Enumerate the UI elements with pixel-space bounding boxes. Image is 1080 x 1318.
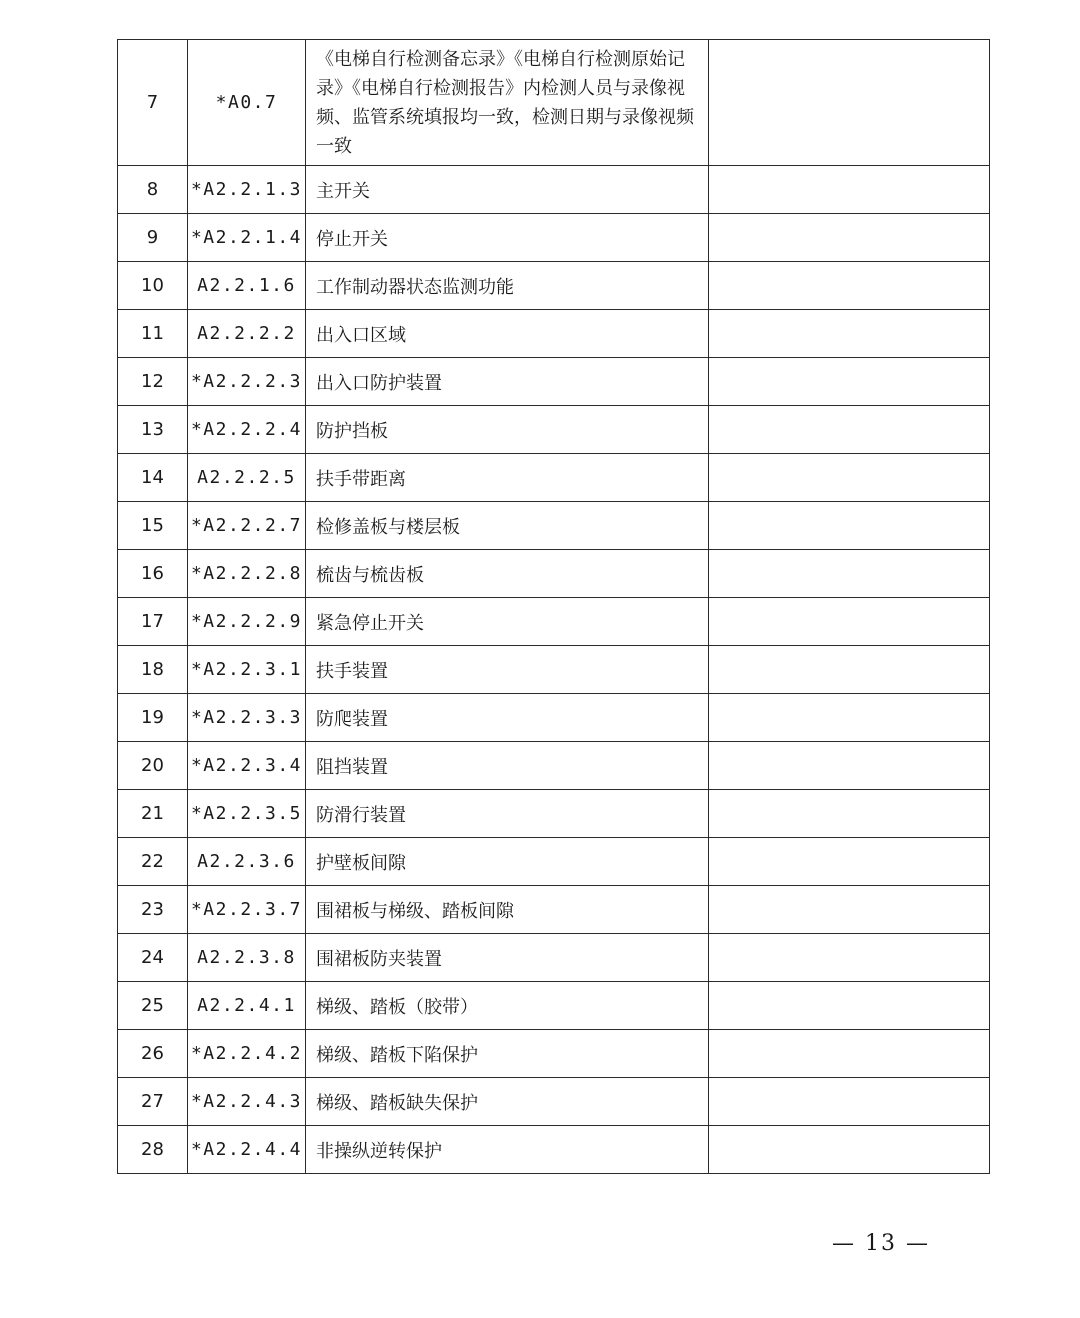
table-row: [118, 934, 990, 982]
table-row: [118, 646, 990, 694]
table-row: [118, 502, 990, 550]
clause-code-cell: *A2.2.2.3: [188, 358, 306, 406]
page-number: — 13 —: [832, 1231, 930, 1256]
table-row: [118, 790, 990, 838]
table-row: [118, 742, 990, 790]
row-number-cell: 27: [118, 1078, 188, 1126]
clause-code-cell: A2.2.2.2: [188, 310, 306, 358]
result-cell: [709, 694, 990, 742]
row-number-cell: 9: [118, 214, 188, 262]
result-cell: [709, 1030, 990, 1078]
result-cell: [709, 790, 990, 838]
table-row: [118, 1030, 990, 1078]
result-cell: [709, 454, 990, 502]
inspection-item-cell: 阻挡装置: [306, 742, 709, 790]
clause-code-cell: A2.2.1.6: [188, 262, 306, 310]
table-row: [118, 310, 990, 358]
clause-code-cell: *A2.2.1.3: [188, 166, 306, 214]
inspection-item-cell: 围裙板与梯级、踏板间隙: [306, 886, 709, 934]
inspection-item-cell: 梯级、踏板（胶带）: [306, 982, 709, 1030]
inspection-item-cell: 围裙板防夹装置: [306, 934, 709, 982]
clause-code-cell: *A2.2.1.4: [188, 214, 306, 262]
table-row: [118, 598, 990, 646]
table-row: [118, 262, 990, 310]
result-cell: [709, 1126, 990, 1174]
table-row: [118, 1078, 990, 1126]
inspection-item-cell: 梯级、踏板下陷保护: [306, 1030, 709, 1078]
result-cell: [709, 598, 990, 646]
table-row: [118, 1126, 990, 1174]
table-row: [118, 694, 990, 742]
result-cell: [709, 358, 990, 406]
row-number-cell: 14: [118, 454, 188, 502]
row-number-cell: 7: [118, 40, 188, 166]
clause-code-cell: *A2.2.3.1: [188, 646, 306, 694]
row-number-cell: 17: [118, 598, 188, 646]
result-cell: [709, 838, 990, 886]
row-number-cell: 26: [118, 1030, 188, 1078]
row-number-cell: 21: [118, 790, 188, 838]
inspection-item-cell: 停止开关: [306, 214, 709, 262]
inspection-item-cell: 梯级、踏板缺失保护: [306, 1078, 709, 1126]
clause-code-cell: A2.2.2.5: [188, 454, 306, 502]
result-cell: [709, 982, 990, 1030]
result-cell: [709, 310, 990, 358]
inspection-item-cell: 《电梯自行检测备忘录》《电梯自行检测原始记录》《电梯自行检测报告》内检测人员与录像视频、监管系统填报均一致，检测日期与录像视频一致: [306, 40, 709, 166]
inspection-item-cell: 检修盖板与楼层板: [306, 502, 709, 550]
clause-code-cell: *A2.2.4.4: [188, 1126, 306, 1174]
row-number-cell: 11: [118, 310, 188, 358]
inspection-item-cell: 防护挡板: [306, 406, 709, 454]
result-cell: [709, 934, 990, 982]
table-row: [118, 982, 990, 1030]
result-cell: [709, 502, 990, 550]
inspection-item-cell: 非操纵逆转保护: [306, 1126, 709, 1174]
table-body: [118, 40, 990, 1174]
inspection-item-cell: 护壁板间隙: [306, 838, 709, 886]
row-number-cell: 16: [118, 550, 188, 598]
result-cell: [709, 214, 990, 262]
inspection-item-cell: 工作制动器状态监测功能: [306, 262, 709, 310]
clause-code-cell: *A2.2.3.3: [188, 694, 306, 742]
result-cell: [709, 166, 990, 214]
result-cell: [709, 886, 990, 934]
table-row: [118, 886, 990, 934]
result-cell: [709, 646, 990, 694]
clause-code-cell: *A2.2.4.2: [188, 1030, 306, 1078]
clause-code-cell: *A2.2.3.5: [188, 790, 306, 838]
clause-code-cell: A2.2.3.6: [188, 838, 306, 886]
result-cell: [709, 1078, 990, 1126]
inspection-item-cell: 出入口区域: [306, 310, 709, 358]
inspection-item-cell: 主开关: [306, 166, 709, 214]
inspection-item-cell: 出入口防护装置: [306, 358, 709, 406]
clause-code-cell: *A2.2.3.7: [188, 886, 306, 934]
row-number-cell: 20: [118, 742, 188, 790]
result-cell: [709, 406, 990, 454]
inspection-item-cell: 紧急停止开关: [306, 598, 709, 646]
table-row: [118, 40, 990, 166]
table-row: [118, 214, 990, 262]
row-number-cell: 24: [118, 934, 188, 982]
clause-code-cell: *A2.2.2.9: [188, 598, 306, 646]
table-row: [118, 454, 990, 502]
clause-code-cell: A2.2.3.8: [188, 934, 306, 982]
row-number-cell: 12: [118, 358, 188, 406]
row-number-cell: 19: [118, 694, 188, 742]
clause-code-cell: A2.2.4.1: [188, 982, 306, 1030]
table-row: [118, 358, 990, 406]
table-row: [118, 406, 990, 454]
row-number-cell: 15: [118, 502, 188, 550]
inspection-item-cell: 防滑行装置: [306, 790, 709, 838]
row-number-cell: 22: [118, 838, 188, 886]
inspection-item-cell: 扶手带距离: [306, 454, 709, 502]
row-number-cell: 25: [118, 982, 188, 1030]
inspection-item-cell: 梳齿与梳齿板: [306, 550, 709, 598]
inspection-items-table: [117, 39, 990, 1174]
clause-code-cell: *A2.2.2.4: [188, 406, 306, 454]
clause-code-cell: *A2.2.2.8: [188, 550, 306, 598]
row-number-cell: 8: [118, 166, 188, 214]
clause-code-cell: *A2.2.2.7: [188, 502, 306, 550]
result-cell: [709, 550, 990, 598]
row-number-cell: 18: [118, 646, 188, 694]
result-cell: [709, 40, 990, 166]
inspection-item-cell: 防爬装置: [306, 694, 709, 742]
result-cell: [709, 262, 990, 310]
table-row: [118, 838, 990, 886]
row-number-cell: 10: [118, 262, 188, 310]
clause-code-cell: *A2.2.3.4: [188, 742, 306, 790]
result-cell: [709, 742, 990, 790]
row-number-cell: 23: [118, 886, 188, 934]
row-number-cell: 13: [118, 406, 188, 454]
clause-code-cell: *A2.2.4.3: [188, 1078, 306, 1126]
row-number-cell: 28: [118, 1126, 188, 1174]
inspection-item-cell: 扶手装置: [306, 646, 709, 694]
clause-code-cell: *A0.7: [188, 40, 306, 166]
table-row: [118, 550, 990, 598]
table-row: [118, 166, 990, 214]
